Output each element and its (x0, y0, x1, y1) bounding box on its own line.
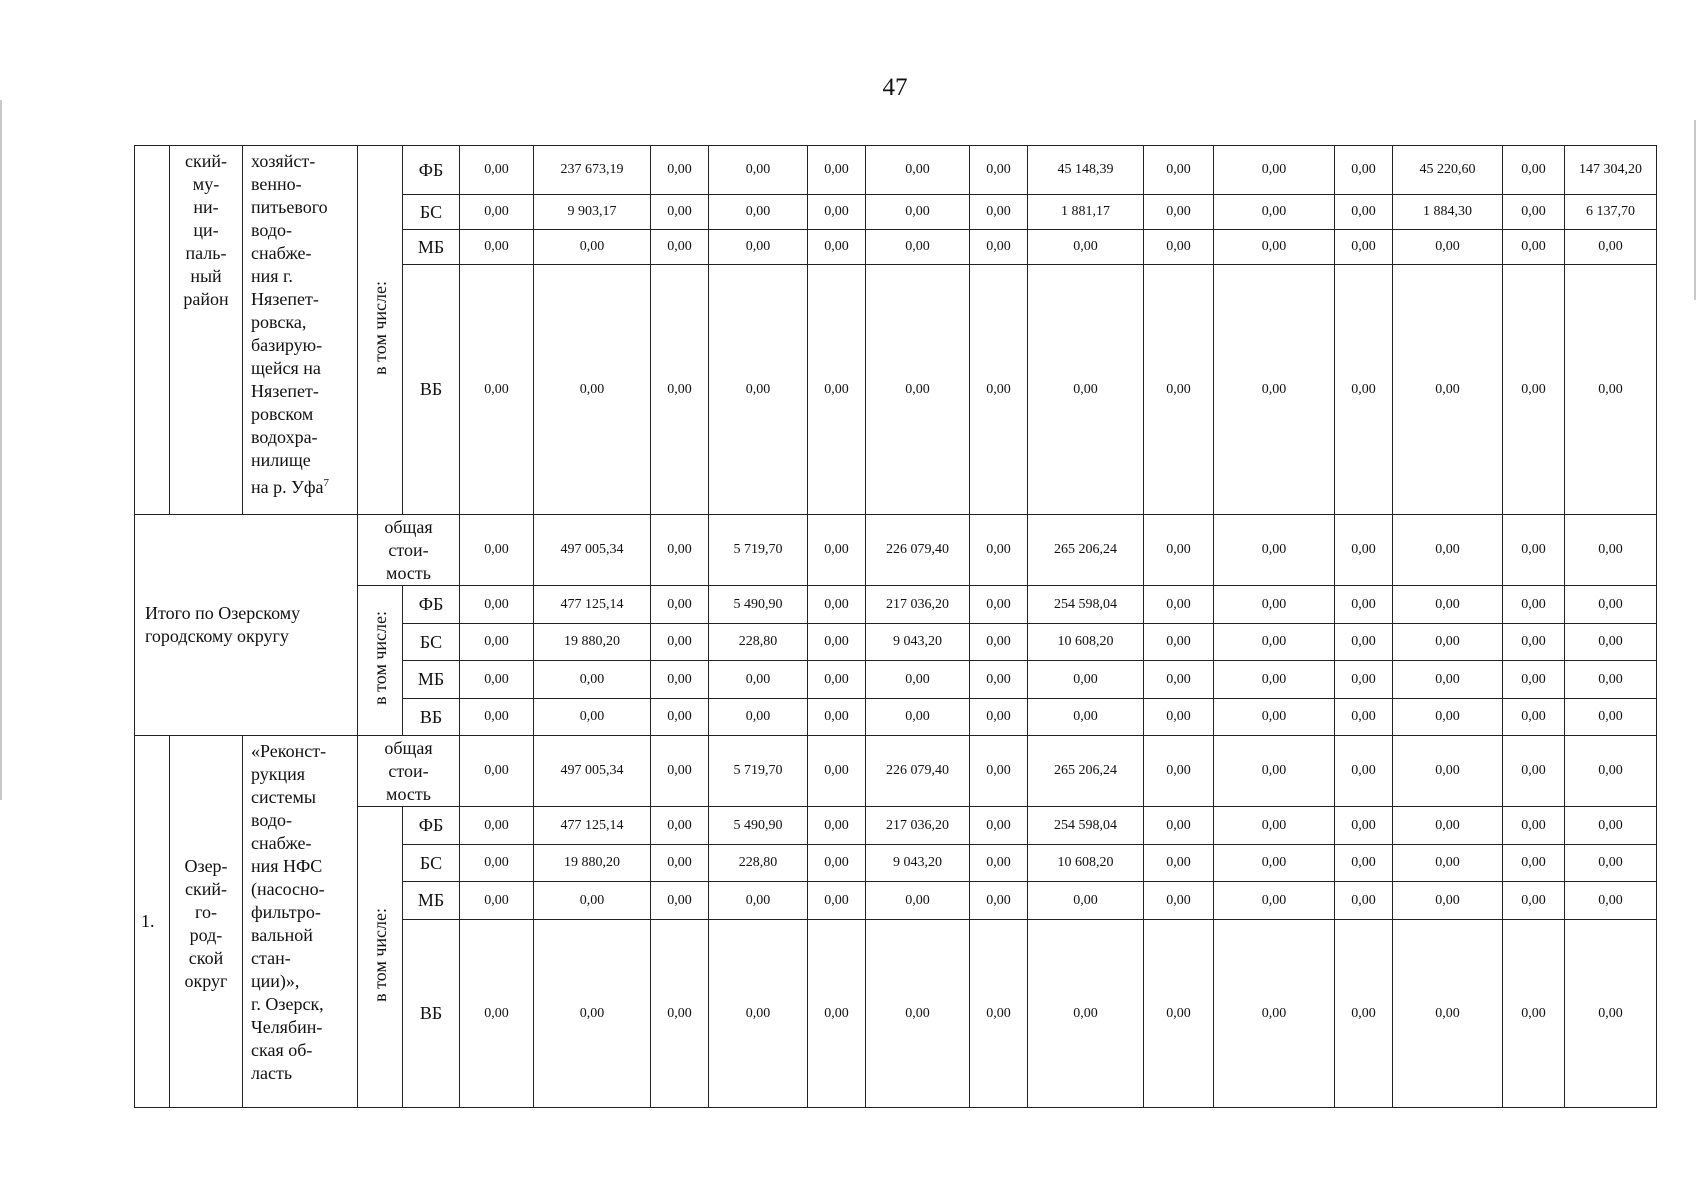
value-cell: 0,00 (970, 661, 1028, 699)
value-cell: 0,00 (1214, 195, 1335, 230)
value-cell: 0,00 (1565, 265, 1657, 515)
scan-edge-right (1694, 120, 1696, 300)
text-line: Озер- (184, 855, 228, 876)
value-cell: 0,00 (808, 265, 866, 515)
text-line: общая (384, 737, 433, 758)
value-cell: 0,00 (460, 586, 534, 624)
text-line: венно- (251, 174, 302, 194)
value-cell: 0,00 (709, 230, 808, 265)
text-line: снабже- (251, 243, 312, 263)
value-cell: 0,00 (808, 699, 866, 736)
text-line: Итого по Озерскому (145, 603, 301, 623)
source-code-vb: ВБ (403, 265, 460, 515)
text-line: системы (251, 787, 316, 807)
value-cell: 0,00 (1335, 515, 1393, 586)
block2-row-fb (135, 586, 1657, 624)
value-cell: 0,00 (1028, 920, 1144, 1108)
value-cell: 0,00 (709, 661, 808, 699)
value-cell: 0,00 (651, 230, 709, 265)
text-line: рукция (251, 764, 306, 784)
value-cell: 0,00 (460, 265, 534, 515)
value-cell: 0,00 (1565, 920, 1657, 1108)
value-cell: 477 125,14 (534, 586, 651, 624)
value-cell: 0,00 (460, 624, 534, 661)
value-cell: 0,00 (1144, 882, 1214, 920)
source-code-vb: ВБ (403, 699, 460, 736)
value-cell: 0,00 (808, 515, 866, 586)
text-line: ровском (251, 404, 314, 424)
value-cell: 0,00 (1028, 699, 1144, 736)
value-cell: 0,00 (808, 807, 866, 845)
value-cell: 0,00 (808, 230, 866, 265)
value-cell: 0,00 (808, 195, 866, 230)
text-line: ции)», (251, 971, 300, 991)
value-cell: 0,00 (970, 624, 1028, 661)
value-cell: 0,00 (1565, 736, 1657, 807)
source-code-mb: МБ (403, 230, 460, 265)
value-cell: 0,00 (1393, 515, 1503, 586)
value-cell: 0,00 (1214, 661, 1335, 699)
value-cell: 0,00 (970, 265, 1028, 515)
value-cell: 0,00 (651, 699, 709, 736)
value-cell: 477 125,14 (534, 807, 651, 845)
value-cell: 0,00 (970, 699, 1028, 736)
value-cell: 0,00 (1028, 661, 1144, 699)
value-cell: 0,00 (1335, 845, 1393, 882)
value-cell: 0,00 (970, 515, 1028, 586)
value-cell: 0,00 (651, 146, 709, 195)
value-cell: 5 719,70 (709, 515, 808, 586)
text-line: го- (195, 901, 217, 922)
object-description (243, 146, 358, 515)
value-cell: 217 036,20 (866, 586, 970, 624)
text-line: паль- (185, 243, 227, 263)
value-cell: 0,00 (651, 661, 709, 699)
block2-row-total (135, 515, 1657, 586)
value-cell: 0,00 (1503, 195, 1565, 230)
text-line: стои- (388, 760, 429, 781)
value-cell: 9 903,17 (534, 195, 651, 230)
value-cell: 0,00 (1565, 230, 1657, 265)
text-line: (насосно- (251, 879, 325, 899)
value-cell: 0,00 (970, 195, 1028, 230)
text-line: водо- (251, 220, 293, 240)
source-code-bs: БС (403, 195, 460, 230)
value-cell: 497 005,34 (534, 515, 651, 586)
text-line: фильтро- (251, 902, 321, 922)
value-cell: 0,00 (1214, 699, 1335, 736)
text-line: снабже- (251, 833, 312, 853)
number-cell (135, 146, 170, 515)
value-cell: 0,00 (866, 882, 970, 920)
value-cell: 0,00 (808, 845, 866, 882)
value-cell: 0,00 (1214, 515, 1335, 586)
text-line: округ (184, 970, 228, 991)
value-cell: 0,00 (709, 920, 808, 1108)
value-cell: 0,00 (460, 882, 534, 920)
district-total-label (135, 515, 358, 736)
value-cell: 0,00 (1565, 586, 1657, 624)
value-cell: 0,00 (1503, 845, 1565, 882)
value-cell: 0,00 (1393, 699, 1503, 736)
value-cell: 45 220,60 (1393, 146, 1503, 195)
value-cell: 0,00 (534, 882, 651, 920)
text-line: нилище (251, 450, 311, 470)
page-number: 47 (882, 74, 908, 101)
value-cell: 0,00 (808, 661, 866, 699)
value-cell: 0,00 (651, 736, 709, 807)
value-cell: 226 079,40 (866, 515, 970, 586)
value-cell: 19 880,20 (534, 845, 651, 882)
text-line: род- (189, 924, 223, 945)
value-cell: 0,00 (651, 586, 709, 624)
total-cost-label (358, 515, 460, 586)
text-line: мость (386, 783, 431, 804)
source-code-fb: ФБ (403, 807, 460, 845)
value-cell: 0,00 (1214, 845, 1335, 882)
source-code-bs: БС (403, 845, 460, 882)
text-line: стои- (388, 539, 429, 560)
value-cell: 6 137,70 (1565, 195, 1657, 230)
value-cell: 0,00 (1503, 661, 1565, 699)
value-cell: 0,00 (1144, 265, 1214, 515)
value-cell: 0,00 (970, 845, 1028, 882)
value-cell: 0,00 (1503, 699, 1565, 736)
text-line: городскому округу (145, 626, 289, 646)
value-cell: 0,00 (970, 807, 1028, 845)
text-line: ский- (185, 151, 227, 171)
value-cell: 0,00 (1335, 586, 1393, 624)
text-line: вальной (251, 925, 313, 945)
value-cell: 1 881,17 (1028, 195, 1144, 230)
value-cell: 0,00 (866, 920, 970, 1108)
value-cell: 0,00 (1503, 265, 1565, 515)
value-cell: 0,00 (808, 920, 866, 1108)
value-cell: 0,00 (1214, 624, 1335, 661)
text-line: ни- (193, 197, 219, 217)
value-cell: 0,00 (970, 146, 1028, 195)
value-cell: 0,00 (1214, 736, 1335, 807)
value-cell: 497 005,34 (534, 736, 651, 807)
value-cell: 0,00 (1028, 265, 1144, 515)
value-cell: 226 079,40 (866, 736, 970, 807)
object-description (243, 736, 358, 1108)
value-cell: 0,00 (1144, 661, 1214, 699)
value-cell: 254 598,04 (1028, 586, 1144, 624)
value-cell: 0,00 (866, 146, 970, 195)
value-cell: 0,00 (1028, 230, 1144, 265)
value-cell: 0,00 (1144, 515, 1214, 586)
value-cell: 0,00 (709, 882, 808, 920)
value-cell: 0,00 (1565, 807, 1657, 845)
value-cell: 0,00 (970, 920, 1028, 1108)
value-cell: 0,00 (651, 515, 709, 586)
value-cell: 265 206,24 (1028, 736, 1144, 807)
text-line: стан- (251, 948, 291, 968)
text-line: Нязепет- (251, 289, 319, 309)
text-line: ния НФС (251, 856, 323, 876)
value-cell: 0,00 (651, 195, 709, 230)
value-cell: 0,00 (460, 845, 534, 882)
value-cell: 0,00 (651, 920, 709, 1108)
value-cell: 0,00 (1144, 230, 1214, 265)
value-cell: 0,00 (866, 699, 970, 736)
value-cell: 265 206,24 (1028, 515, 1144, 586)
value-cell: 0,00 (1503, 146, 1565, 195)
value-cell: 5 490,90 (709, 586, 808, 624)
scan-edge-left (0, 100, 2, 800)
value-cell: 0,00 (1214, 920, 1335, 1108)
value-cell: 0,00 (460, 230, 534, 265)
value-cell: 0,00 (1335, 882, 1393, 920)
value-cell: 0,00 (1335, 807, 1393, 845)
value-cell: 0,00 (1214, 230, 1335, 265)
value-cell: 147 304,20 (1565, 146, 1657, 195)
value-cell: 0,00 (1565, 882, 1657, 920)
value-cell: 0,00 (1335, 230, 1393, 265)
value-cell: 0,00 (460, 920, 534, 1108)
value-cell: 0,00 (709, 146, 808, 195)
value-cell: 0,00 (1393, 661, 1503, 699)
text-line: г. Озерск, (251, 994, 324, 1014)
value-cell: 0,00 (808, 586, 866, 624)
number-cell: 1. (135, 736, 170, 1108)
value-cell: 0,00 (460, 699, 534, 736)
value-cell: 0,00 (1393, 920, 1503, 1108)
value-cell: 0,00 (460, 736, 534, 807)
text-line: щейся на (251, 358, 321, 378)
source-code-fb: ФБ (403, 586, 460, 624)
value-cell: 0,00 (651, 882, 709, 920)
value-cell: 0,00 (1335, 661, 1393, 699)
value-cell: 0,00 (808, 146, 866, 195)
value-cell: 0,00 (1393, 230, 1503, 265)
text-line: водо- (251, 810, 293, 830)
value-cell: 0,00 (651, 845, 709, 882)
value-cell: 0,00 (534, 699, 651, 736)
value-cell: 0,00 (1214, 586, 1335, 624)
value-cell: 254 598,04 (1028, 807, 1144, 845)
value-cell: 0,00 (1565, 624, 1657, 661)
text-line: «Реконст- (251, 741, 327, 761)
value-cell: 0,00 (1214, 146, 1335, 195)
value-cell: 10 608,20 (1028, 624, 1144, 661)
value-cell: 0,00 (1393, 882, 1503, 920)
value-cell: 45 148,39 (1028, 146, 1144, 195)
text-line: водохра- (251, 427, 318, 447)
value-cell: 0,00 (709, 195, 808, 230)
territory-cell (170, 736, 243, 1108)
value-cell: 1 884,30 (1393, 195, 1503, 230)
value-cell: 0,00 (970, 736, 1028, 807)
financing-table (134, 145, 1657, 1108)
text-line: Челябин- (251, 1017, 323, 1037)
value-cell: 10 608,20 (1028, 845, 1144, 882)
value-cell: 0,00 (460, 515, 534, 586)
value-cell: 0,00 (866, 265, 970, 515)
value-cell: 5 490,90 (709, 807, 808, 845)
including-label: в том числе: (358, 586, 403, 736)
value-cell: 0,00 (1144, 736, 1214, 807)
value-cell: 0,00 (1144, 920, 1214, 1108)
value-cell: 0,00 (1393, 586, 1503, 624)
value-cell: 0,00 (1503, 586, 1565, 624)
value-cell: 0,00 (460, 195, 534, 230)
value-cell: 0,00 (534, 230, 651, 265)
source-code-vb: ВБ (403, 920, 460, 1108)
text-line: ский- (185, 878, 227, 899)
value-cell: 237 673,19 (534, 146, 651, 195)
value-cell: 228,80 (709, 624, 808, 661)
value-cell: 0,00 (1503, 807, 1565, 845)
value-cell: 0,00 (534, 265, 651, 515)
value-cell: 0,00 (534, 661, 651, 699)
value-cell: 0,00 (651, 807, 709, 845)
value-cell: 0,00 (1565, 699, 1657, 736)
text-line: общая (384, 516, 433, 537)
value-cell: 0,00 (1144, 624, 1214, 661)
source-code-mb: МБ (403, 661, 460, 699)
value-cell: 0,00 (970, 586, 1028, 624)
value-cell: 0,00 (709, 699, 808, 736)
value-cell: 0,00 (460, 661, 534, 699)
value-cell: 0,00 (1214, 807, 1335, 845)
value-cell: 9 043,20 (866, 845, 970, 882)
text-line: на р. Уфа$^7$ (251, 477, 330, 497)
value-cell: 0,00 (1393, 845, 1503, 882)
value-cell: 0,00 (1503, 624, 1565, 661)
value-cell: 0,00 (1503, 230, 1565, 265)
value-cell: 0,00 (1335, 265, 1393, 515)
text-line: ци- (193, 220, 219, 240)
value-cell: 0,00 (1335, 920, 1393, 1108)
value-cell: 0,00 (1335, 146, 1393, 195)
value-cell: 0,00 (1214, 882, 1335, 920)
value-cell: 0,00 (460, 807, 534, 845)
value-cell: 0,00 (1028, 882, 1144, 920)
value-cell: 0,00 (1335, 736, 1393, 807)
value-cell: 5 719,70 (709, 736, 808, 807)
value-cell: 0,00 (1565, 845, 1657, 882)
value-cell: 0,00 (1565, 661, 1657, 699)
block3-row-total (135, 736, 1657, 807)
value-cell: 0,00 (1144, 195, 1214, 230)
block1-row-fb (135, 146, 1657, 195)
value-cell: 0,00 (1214, 265, 1335, 515)
including-label: в том числе: (358, 146, 403, 515)
text-line: ской (188, 947, 224, 968)
text-line: базирую- (251, 335, 323, 355)
value-cell: 228,80 (709, 845, 808, 882)
value-cell: 0,00 (866, 230, 970, 265)
value-cell: 0,00 (1144, 699, 1214, 736)
value-cell: 0,00 (1144, 807, 1214, 845)
value-cell: 0,00 (1503, 736, 1565, 807)
text-line: Нязепет- (251, 381, 319, 401)
value-cell: 19 880,20 (534, 624, 651, 661)
value-cell: 0,00 (460, 146, 534, 195)
value-cell: 0,00 (1503, 882, 1565, 920)
value-cell: 0,00 (1393, 265, 1503, 515)
value-cell: 0,00 (1393, 736, 1503, 807)
text-line: ласть (251, 1063, 293, 1083)
value-cell: 0,00 (1144, 146, 1214, 195)
value-cell: 0,00 (1393, 807, 1503, 845)
source-code-fb: ФБ (403, 146, 460, 195)
value-cell: 0,00 (1335, 195, 1393, 230)
value-cell: 0,00 (709, 265, 808, 515)
source-code-bs: БС (403, 624, 460, 661)
value-cell: 0,00 (1503, 920, 1565, 1108)
text-line: ный (190, 266, 222, 286)
value-cell: 0,00 (1393, 624, 1503, 661)
text-line: ская об- (251, 1040, 313, 1060)
value-cell: 0,00 (1503, 515, 1565, 586)
value-cell: 0,00 (808, 736, 866, 807)
text-line: ния г. (251, 266, 293, 286)
including-label: в том числе: (358, 807, 403, 1108)
value-cell: 0,00 (970, 230, 1028, 265)
text-line: район (183, 289, 229, 309)
value-cell: 0,00 (651, 265, 709, 515)
block3-row-fb (135, 807, 1657, 845)
value-cell: 0,00 (808, 624, 866, 661)
value-cell: 0,00 (970, 882, 1028, 920)
territory-cell (170, 146, 243, 515)
total-cost-label (358, 736, 460, 807)
value-cell: 217 036,20 (866, 807, 970, 845)
text-line: хозяйст- (251, 151, 316, 171)
source-code-mb: МБ (403, 882, 460, 920)
text-line: мость (386, 562, 431, 583)
text-line: питьевого (251, 197, 328, 217)
value-cell: 0,00 (866, 195, 970, 230)
value-cell: 0,00 (1144, 845, 1214, 882)
value-cell: 0,00 (1565, 515, 1657, 586)
value-cell: 0,00 (534, 920, 651, 1108)
value-cell: 0,00 (651, 624, 709, 661)
value-cell: 0,00 (808, 882, 866, 920)
value-cell: 0,00 (1335, 699, 1393, 736)
value-cell: 0,00 (1144, 586, 1214, 624)
value-cell: 0,00 (866, 661, 970, 699)
value-cell: 0,00 (1335, 624, 1393, 661)
text-line: ровска, (251, 312, 307, 332)
value-cell: 9 043,20 (866, 624, 970, 661)
footnote-mark: 7 (323, 477, 330, 489)
text-line: му- (192, 174, 220, 194)
